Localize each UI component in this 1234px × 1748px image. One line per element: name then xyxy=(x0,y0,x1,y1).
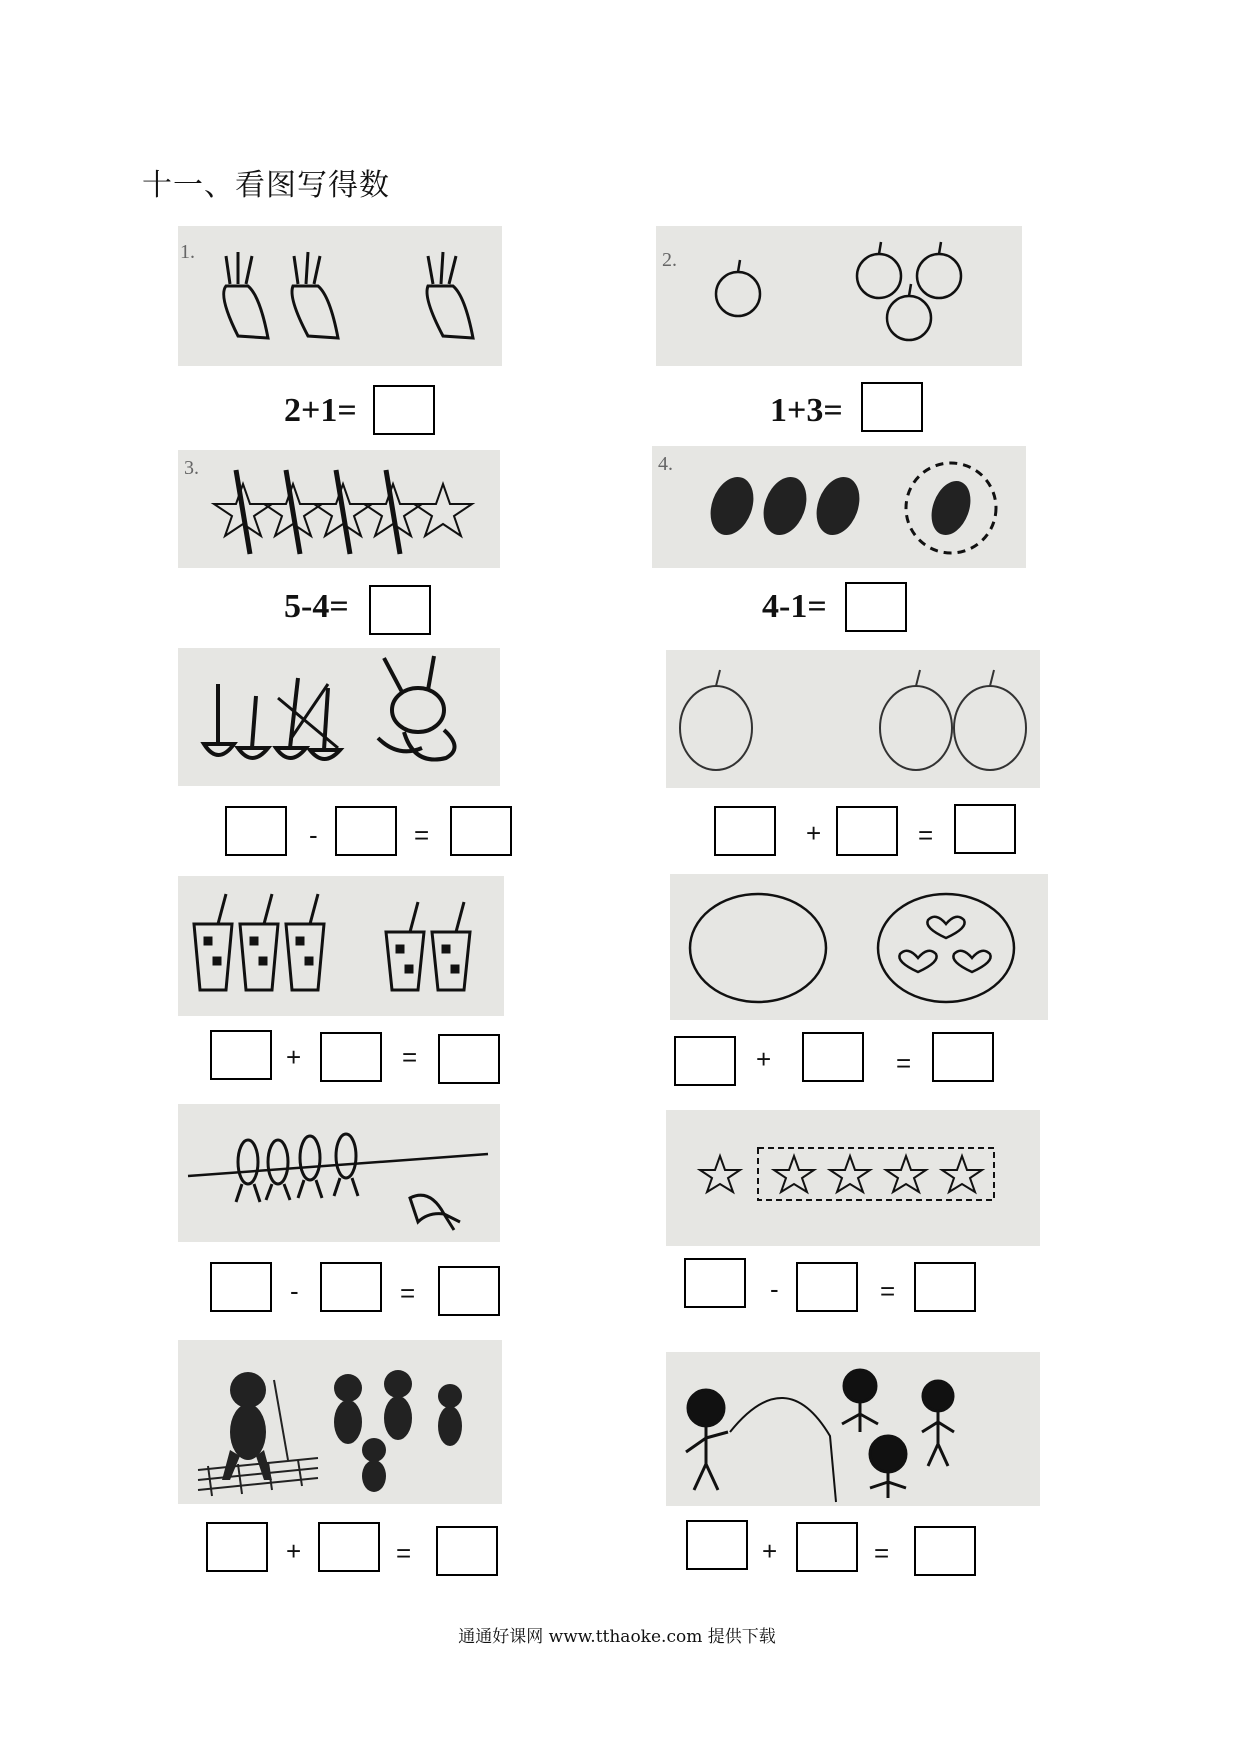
heart-icon xyxy=(927,917,964,938)
operator: + xyxy=(286,1536,302,1566)
apples-picture xyxy=(666,650,1040,788)
heart-icon xyxy=(899,951,936,972)
answer-box[interactable] xyxy=(225,806,287,856)
answer-box[interactable] xyxy=(318,1522,380,1572)
answer-box[interactable] xyxy=(320,1262,382,1312)
heart-icon xyxy=(953,951,990,972)
answer-box[interactable] xyxy=(686,1520,748,1570)
operator: + xyxy=(806,818,822,848)
carrot-icon xyxy=(292,252,338,338)
answer-box[interactable] xyxy=(796,1262,858,1312)
operator: - xyxy=(770,1274,779,1304)
apple-icon xyxy=(880,670,952,770)
apple-icon xyxy=(857,242,901,298)
jump-rope-picture xyxy=(666,1352,1040,1506)
operator: = xyxy=(896,1048,912,1078)
star-icon xyxy=(774,1156,814,1192)
peanut-icon xyxy=(925,476,978,541)
operator: + xyxy=(286,1042,302,1072)
apples-picture xyxy=(656,226,1022,366)
cups-picture xyxy=(178,876,504,1016)
cup-icon xyxy=(386,902,424,990)
apple-icon xyxy=(680,670,752,770)
answer-box[interactable] xyxy=(373,385,435,435)
empty-plate-icon xyxy=(690,894,826,1002)
answer-box[interactable] xyxy=(714,806,776,856)
monkeys-picture xyxy=(178,1340,502,1504)
equation-text: 2+1= xyxy=(284,392,357,429)
section-title: 十一、看图写得数 xyxy=(142,168,390,203)
carrots-picture xyxy=(178,226,502,366)
peanut-icon xyxy=(756,471,814,541)
answer-box[interactable] xyxy=(438,1034,500,1084)
plates-hearts-picture xyxy=(670,874,1048,1020)
problem-4-label: 4. xyxy=(658,453,673,475)
operator: + xyxy=(762,1536,778,1566)
answer-box[interactable] xyxy=(438,1266,500,1316)
answer-box[interactable] xyxy=(436,1526,498,1576)
answer-box[interactable] xyxy=(210,1030,272,1080)
answer-box[interactable] xyxy=(914,1262,976,1312)
stars-crossed-picture xyxy=(178,450,500,568)
answer-box[interactable] xyxy=(932,1032,994,1082)
operator: = xyxy=(396,1538,412,1568)
answer-box[interactable] xyxy=(954,804,1016,854)
cup-icon xyxy=(240,894,278,990)
peanuts-picture xyxy=(652,446,1026,568)
shovel-icon xyxy=(238,696,268,758)
answer-box[interactable] xyxy=(861,382,923,432)
answer-box[interactable] xyxy=(320,1032,382,1082)
monkey-icon xyxy=(384,1370,412,1440)
answer-box[interactable] xyxy=(206,1522,268,1572)
answer-box[interactable] xyxy=(684,1258,746,1308)
carrot-icon xyxy=(427,252,473,338)
operator: = xyxy=(874,1538,890,1568)
star-icon xyxy=(886,1156,926,1192)
carrot-icon xyxy=(224,252,268,338)
answer-box[interactable] xyxy=(914,1526,976,1576)
child-icon xyxy=(870,1436,906,1498)
stars-boxed-picture xyxy=(666,1110,1040,1246)
operator: + xyxy=(756,1044,772,1074)
answer-box[interactable] xyxy=(802,1032,864,1082)
shovel-icon xyxy=(310,688,340,759)
shovel-icon xyxy=(204,684,234,755)
monkey-icon xyxy=(334,1374,362,1444)
plate-icon xyxy=(878,894,1014,1002)
answer-box[interactable] xyxy=(369,585,431,635)
star-icon xyxy=(830,1156,870,1192)
operator: = xyxy=(402,1042,418,1072)
star-icon xyxy=(942,1156,982,1192)
apple-icon xyxy=(917,242,961,298)
operator: = xyxy=(400,1278,416,1308)
cup-icon xyxy=(194,894,232,990)
answer-box[interactable] xyxy=(450,806,512,856)
answer-box[interactable] xyxy=(845,582,907,632)
equation-text: 4-1= xyxy=(762,588,827,625)
peanut-icon xyxy=(703,471,761,541)
answer-box[interactable] xyxy=(210,1262,272,1312)
problem-1-label: 1. xyxy=(180,241,195,263)
answer-box[interactable] xyxy=(335,806,397,856)
operator: = xyxy=(880,1276,896,1306)
child-icon xyxy=(922,1381,954,1466)
answer-box[interactable] xyxy=(674,1036,736,1086)
child-icon xyxy=(686,1390,728,1490)
operator: - xyxy=(290,1276,299,1306)
operator: = xyxy=(918,820,934,850)
cup-icon xyxy=(432,902,470,990)
answer-box[interactable] xyxy=(836,806,898,856)
equation-text: 1+3= xyxy=(770,392,843,429)
monkey-icon xyxy=(438,1384,462,1446)
rabbit-icon xyxy=(378,656,455,760)
star-icon xyxy=(700,1156,740,1192)
star-icon xyxy=(414,484,472,536)
operator: - xyxy=(309,820,318,850)
equation-text: 5-4= xyxy=(284,588,349,625)
peanut-icon xyxy=(809,471,867,541)
apple-icon xyxy=(716,260,760,316)
page-footer: 通通好课网 www.tthaoke.com 提供下载 xyxy=(458,1627,776,1647)
child-icon xyxy=(842,1370,878,1432)
cup-icon xyxy=(286,894,324,990)
birds-picture xyxy=(178,1104,500,1242)
monkey-icon xyxy=(362,1438,386,1492)
problem-3-label: 3. xyxy=(184,457,199,479)
flying-bird-icon xyxy=(410,1195,460,1230)
apple-icon xyxy=(954,670,1026,770)
rabbit-shovels-picture xyxy=(178,648,500,786)
operator: = xyxy=(414,820,430,850)
answer-box[interactable] xyxy=(796,1522,858,1572)
problem-2-label: 2. xyxy=(662,249,677,271)
